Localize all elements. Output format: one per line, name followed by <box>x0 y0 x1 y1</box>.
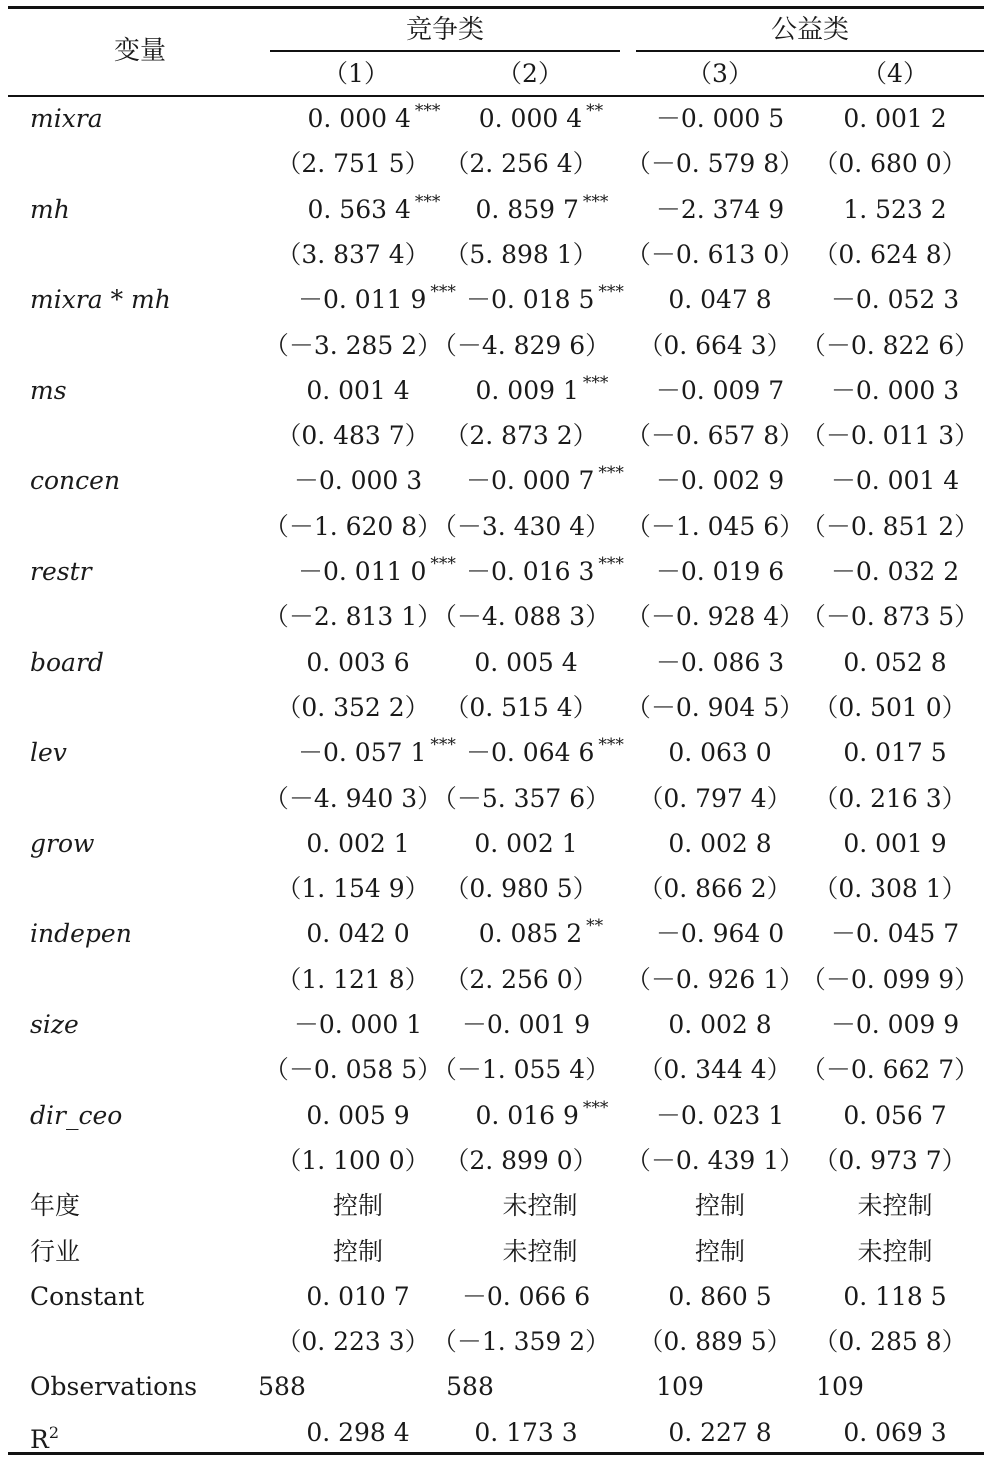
t-stat-cell: （－4. 088 3） <box>431 602 611 632</box>
row-label: indepen <box>30 919 132 949</box>
coef-cell <box>831 1010 959 1040</box>
coef-cell <box>298 735 456 771</box>
bottom-rule <box>8 1452 984 1455</box>
coef-value: －0. 000 1 <box>293 1010 423 1039</box>
t-stat-cell: （－0. 851 2） <box>800 511 980 541</box>
coef-cell <box>843 648 946 678</box>
coef-cell <box>294 466 422 496</box>
coef-value: －0. 000 3 <box>293 466 423 496</box>
t-stat-cell: （－1. 359 2） <box>431 1327 611 1357</box>
row-label: Observations <box>30 1372 198 1402</box>
coef-value: －0. 964 0 <box>655 919 785 949</box>
coef-value: 0. 000 4 <box>478 104 583 133</box>
group2-underline <box>636 50 984 52</box>
row-label <box>30 1418 59 1455</box>
header-rule <box>8 95 984 97</box>
significance-stars: *** <box>430 735 456 756</box>
coef-value: 0. 085 2 <box>478 919 583 949</box>
coef-cell <box>306 919 409 949</box>
r2-cell: 0. 173 3 <box>474 1417 578 1447</box>
coef-value: －0. 000 7 <box>466 466 595 496</box>
coef-value: 0. 047 8 <box>668 285 772 315</box>
coef-value: －0. 052 3 <box>830 285 960 315</box>
coef-value: 0. 859 7 <box>475 194 579 224</box>
t-stat-cell: （0. 308 1） <box>813 874 967 904</box>
t-stat-cell: （0. 680 0） <box>813 149 967 179</box>
coef-value: －0. 023 1 <box>655 1100 785 1130</box>
coef-value: 0. 000 4 <box>307 104 411 133</box>
significance-stars: *** <box>582 191 609 212</box>
coef-value: 0. 003 6 <box>306 647 410 677</box>
significance-stars: ** <box>586 101 604 121</box>
coef-cell <box>668 829 771 859</box>
coef-cell <box>656 557 784 587</box>
coef-value: 0. 001 9 <box>843 828 947 858</box>
row-label: grow <box>30 828 95 858</box>
row-label: dir_ceo <box>30 1100 123 1130</box>
coef-value: 0. 052 8 <box>843 647 947 677</box>
top-rule <box>8 6 984 9</box>
t-stat-cell: （0. 501 0） <box>813 692 967 722</box>
coef-value: －0. 001 4 <box>830 466 960 496</box>
t-stat-cell: （0. 664 3） <box>638 330 792 360</box>
coef-value: 0. 002 8 <box>668 1010 772 1039</box>
coef-cell <box>656 195 784 225</box>
coef-cell <box>474 829 577 859</box>
coef-cell <box>306 829 409 859</box>
coef-value: 0. 005 4 <box>474 647 578 677</box>
control-cell: 未控制 <box>857 1236 933 1266</box>
row-label: restr <box>30 557 92 586</box>
coef-cell <box>307 101 441 137</box>
observations-cell: 109 <box>656 1372 704 1402</box>
coef-value: 0. 009 1 <box>475 375 579 405</box>
coef-cell <box>831 919 959 949</box>
t-stat-cell: （－4. 940 3） <box>263 783 443 813</box>
r2-cell: 0. 298 4 <box>306 1417 410 1447</box>
t-stat-cell: （－0. 613 0） <box>625 239 805 269</box>
coef-value: －0. 002 9 <box>655 466 785 496</box>
coef-value: 0. 063 0 <box>668 738 772 768</box>
coef-value: 0. 001 4 <box>306 375 410 405</box>
t-stat-cell: （5. 898 1） <box>444 239 598 269</box>
coef-value: 0. 016 9 <box>475 1100 579 1130</box>
coef-cell: 0. 860 5 <box>668 1281 772 1311</box>
significance-stars: *** <box>430 282 456 303</box>
coef-value: 0. 017 5 <box>843 738 947 768</box>
coef-value: －0. 011 0 <box>298 557 427 586</box>
coef-cell <box>474 648 577 678</box>
t-stat-cell: （0. 352 2） <box>276 692 430 722</box>
t-stat-cell: （－0. 099 9） <box>800 964 980 994</box>
coef-value: 0. 002 1 <box>474 828 578 858</box>
control-cell: 未控制 <box>857 1191 933 1221</box>
significance-stars: *** <box>582 372 609 393</box>
column-header-4: （4） <box>862 59 928 88</box>
significance-stars: *** <box>598 735 624 756</box>
row-label: board <box>30 647 104 677</box>
t-stat-cell: （－1. 055 4） <box>431 1055 611 1085</box>
coef-cell <box>831 285 959 315</box>
r2-superscript: 2 <box>48 1422 60 1442</box>
coef-cell <box>831 557 959 587</box>
row-label: mixra * mh <box>30 285 171 315</box>
coef-value: 0. 563 4 <box>307 194 411 224</box>
coef-value: －0. 009 7 <box>655 375 785 405</box>
significance-stars: *** <box>598 463 624 484</box>
t-stat-cell: （0. 515 4） <box>444 692 598 722</box>
t-stat-cell: （－0. 926 1） <box>625 964 805 994</box>
t-stat-cell: （－2. 813 1） <box>263 602 443 632</box>
coef-value: －0. 011 9 <box>298 285 427 315</box>
coef-value: －0. 000 3 <box>830 375 960 405</box>
row-label: mh <box>30 194 70 224</box>
coef-cell: －0. 066 6 <box>461 1281 591 1311</box>
t-stat-cell: （0. 797 4） <box>638 783 792 813</box>
t-stat-cell: （0. 344 4） <box>638 1055 792 1085</box>
row-label: 年度 <box>30 1191 81 1221</box>
coef-cell <box>843 195 946 225</box>
t-stat-cell: （－0. 873 5） <box>800 602 980 632</box>
observations-cell: 588 <box>446 1372 494 1402</box>
coef-value: －0. 018 5 <box>466 285 595 315</box>
coef-cell <box>306 648 409 678</box>
coef-cell: 0. 010 7 <box>306 1281 410 1311</box>
coef-cell <box>668 738 771 768</box>
t-stat-cell: （2. 256 0） <box>444 964 598 994</box>
coef-cell <box>656 1101 784 1131</box>
t-stat-cell: （－0. 928 4） <box>625 602 805 632</box>
coef-cell <box>298 282 456 318</box>
t-stat-cell: （－0. 662 7） <box>800 1055 980 1085</box>
significance-stars: *** <box>414 191 441 212</box>
column-header-2: （2） <box>497 59 563 88</box>
t-stat-cell: （0. 624 8） <box>813 239 967 269</box>
coef-cell <box>466 735 624 771</box>
t-stat-cell: （－0. 579 8） <box>625 149 805 179</box>
row-label: mixra <box>30 104 103 133</box>
coef-cell <box>843 829 946 859</box>
observations-cell: 109 <box>816 1372 864 1402</box>
coef-cell <box>831 376 959 406</box>
t-stat-cell: （2. 899 0） <box>444 1145 598 1175</box>
t-stat-cell: （0. 216 3） <box>813 783 967 813</box>
t-stat-cell: （0. 223 3） <box>276 1327 430 1357</box>
coef-value: －0. 064 6 <box>466 738 595 768</box>
t-stat-cell: （0. 973 7） <box>813 1145 967 1175</box>
coef-value: －0. 001 9 <box>461 1010 591 1039</box>
coef-cell <box>656 376 784 406</box>
coef-cell <box>294 1010 422 1040</box>
coef-cell <box>466 554 624 590</box>
coef-cell: 0. 118 5 <box>843 1281 947 1311</box>
row-label: concen <box>30 466 121 496</box>
coef-cell <box>475 1097 609 1134</box>
coef-cell <box>656 648 784 678</box>
coef-value: 0. 042 0 <box>306 919 410 949</box>
column-header-3: （3） <box>687 59 753 88</box>
t-stat-cell: （－0. 822 6） <box>800 330 980 360</box>
coef-value: －0. 045 7 <box>830 919 960 949</box>
coef-cell <box>843 1101 946 1131</box>
r2-label: R <box>30 1424 49 1454</box>
significance-stars: ** <box>586 916 604 937</box>
coef-cell <box>668 1010 771 1040</box>
control-cell: 控制 <box>694 1236 746 1266</box>
t-stat-cell: （2. 256 4） <box>444 149 598 179</box>
t-stat-cell: （－0. 011 3） <box>800 421 980 451</box>
column-header-1: （1） <box>323 59 389 88</box>
coef-cell <box>298 554 456 590</box>
t-stat-cell: （0. 866 2） <box>638 874 792 904</box>
t-stat-cell: （0. 889 5） <box>638 1327 792 1357</box>
variable-header: 变量 <box>113 36 167 66</box>
coef-value: 0. 056 7 <box>843 1100 947 1130</box>
coef-value: －0. 009 9 <box>830 1010 960 1039</box>
coef-cell <box>831 466 959 496</box>
row-label: 行业 <box>30 1236 81 1266</box>
row-label: ms <box>30 375 67 405</box>
coef-cell <box>462 1010 590 1040</box>
coef-value: 0. 002 1 <box>306 828 410 858</box>
coef-value: －0. 086 3 <box>655 647 785 677</box>
t-stat-cell: （－3. 285 2） <box>263 330 443 360</box>
coef-value: －0. 016 3 <box>466 557 595 586</box>
row-label: Constant <box>30 1281 145 1311</box>
coef-cell <box>656 919 784 949</box>
r2-cell: 0. 227 8 <box>668 1417 772 1447</box>
observations-cell: 588 <box>258 1372 306 1402</box>
coef-value: －0. 032 2 <box>830 557 960 586</box>
control-cell: 未控制 <box>502 1236 578 1266</box>
row-label: size <box>30 1010 79 1039</box>
coef-cell <box>306 1101 409 1131</box>
coef-cell <box>843 104 946 134</box>
coef-value: －0. 019 6 <box>655 557 785 586</box>
coef-value: －0. 057 1 <box>298 738 427 768</box>
control-cell: 控制 <box>694 1191 746 1221</box>
coef-cell <box>475 372 609 409</box>
t-stat-cell: （－0. 657 8） <box>625 421 805 451</box>
r2-cell: 0. 069 3 <box>843 1417 947 1447</box>
coef-cell <box>307 191 441 228</box>
coef-cell <box>478 916 604 952</box>
t-stat-cell: （－0. 058 5） <box>263 1055 443 1085</box>
t-stat-cell: （－3. 430 4） <box>431 511 611 541</box>
coef-cell <box>656 104 784 134</box>
coef-value: －0. 000 5 <box>655 104 785 133</box>
coef-cell <box>656 466 784 496</box>
coef-cell <box>306 376 409 406</box>
group1-underline <box>270 50 620 52</box>
t-stat-cell: （－5. 357 6） <box>431 783 611 813</box>
group1-header: 竞争类 <box>405 15 485 45</box>
coef-value: 0. 001 2 <box>843 104 947 133</box>
t-stat-cell: （－4. 829 6） <box>431 330 611 360</box>
t-stat-cell: （3. 837 4） <box>276 239 430 269</box>
control-cell: 未控制 <box>502 1191 578 1221</box>
coef-cell <box>478 101 604 137</box>
coef-cell <box>466 463 624 499</box>
coef-value: 0. 005 9 <box>306 1100 410 1130</box>
coef-cell <box>466 282 624 318</box>
t-stat-cell: （1. 121 8） <box>276 964 430 994</box>
significance-stars: *** <box>430 554 456 574</box>
control-cell: 控制 <box>332 1236 384 1266</box>
t-stat-cell: （2. 873 2） <box>444 421 598 451</box>
t-stat-cell: （－0. 439 1） <box>625 1145 805 1175</box>
t-stat-cell: （1. 100 0） <box>276 1145 430 1175</box>
t-stat-cell: （0. 980 5） <box>444 874 598 904</box>
t-stat-cell: （－1. 045 6） <box>625 511 805 541</box>
significance-stars: *** <box>598 554 624 574</box>
t-stat-cell: （2. 751 5） <box>276 149 430 179</box>
t-stat-cell: （0. 285 8） <box>813 1327 967 1357</box>
coef-value: －2. 374 9 <box>655 194 785 224</box>
group2-header: 公益类 <box>770 15 850 45</box>
coef-value: 1. 523 2 <box>843 194 947 224</box>
t-stat-cell: （－0. 904 5） <box>625 692 805 722</box>
t-stat-cell: （－1. 620 8） <box>263 511 443 541</box>
coef-cell <box>475 191 609 228</box>
coef-cell <box>843 738 946 768</box>
significance-stars: *** <box>414 101 441 121</box>
coef-value: 0. 002 8 <box>668 828 772 858</box>
row-label: lev <box>30 738 67 768</box>
t-stat-cell: （0. 483 7） <box>276 421 430 451</box>
t-stat-cell: （1. 154 9） <box>276 874 430 904</box>
coef-cell <box>668 285 771 315</box>
significance-stars: *** <box>598 282 624 303</box>
control-cell: 控制 <box>332 1191 384 1221</box>
significance-stars: *** <box>582 1097 609 1118</box>
